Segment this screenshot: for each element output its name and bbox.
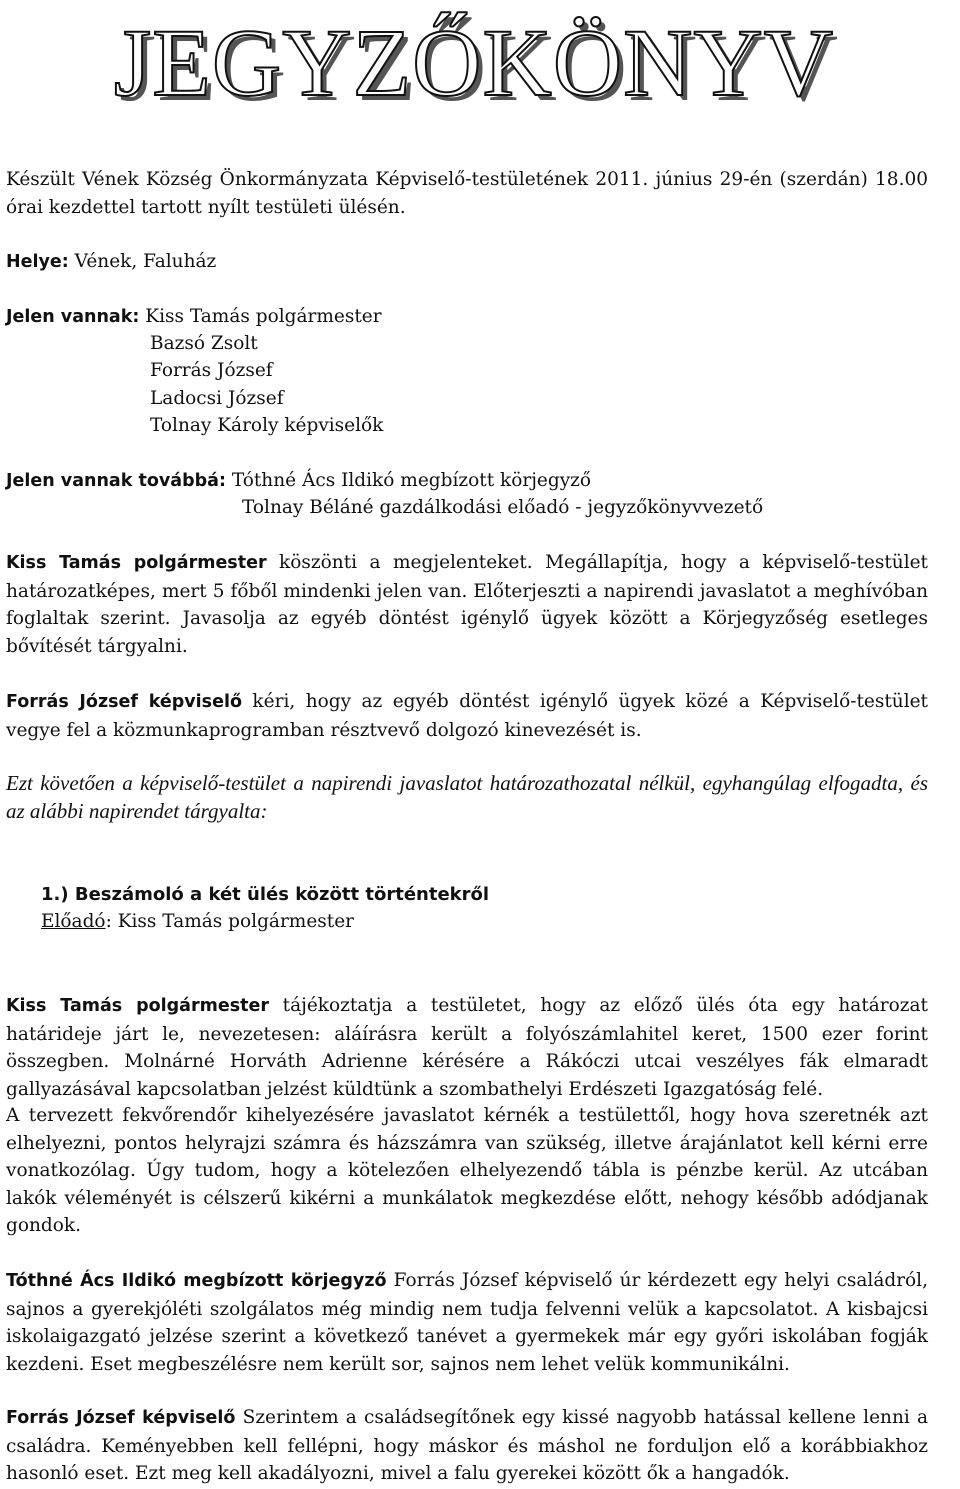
present-line (6, 303, 928, 332)
present-name: Tolnay Károly képviselők (150, 415, 384, 436)
intro-paragraph: Készült Vének Község Önkormányzata Képviselő-testületének 2011. június 29-én (szerdán) 18.00 órai kezdettel tartott nyílt testületi ülésén. (6, 169, 928, 218)
paragraph-6 (6, 1267, 928, 1378)
present-name: Forrás József (150, 360, 273, 381)
speaker: Forrás József képviselő (6, 1408, 236, 1428)
speaker: Forrás József képviselő (6, 692, 242, 712)
speaker: Kiss Tamás polgármester (6, 996, 269, 1016)
paragraph-4 (6, 992, 928, 1103)
agenda-presenter-line (41, 908, 354, 936)
paragraph-text: tájékoztatja a testületet, hogy az előző ülés óta egy határozat határideje járt le, nevezetesen: aláírásra került a folyószámlahitel keret, 1500 ezer forint összegben. Molnárné Horváth Adrienne kérésére a Rákóczi utcai veszélyes fák elmaradt gallyazásával kapcsolatban jelzést küldtünk a szombathelyi Erdészeti Igazgatóság felé. (6, 995, 928, 1100)
present-first: Kiss Tamás polgármester (139, 306, 382, 327)
also-present-first: Tóthné Ács Ildikó megbízott körjegyző (225, 470, 592, 491)
also-present-line (6, 467, 928, 496)
place-line (6, 248, 928, 277)
paragraph-text: Szerintem a családsegítőnek egy kissé nagyobb hatással kellene lenni a családra. Keményebben kell fellépni, hogy máskor és máshol ne forduljon elő a korábbiakhoz hasonló eset. Ezt meg kell akadályozni, mivel a falu gyerekei között ők a hangadók. (6, 1407, 928, 1484)
presenter-value: : Kiss Tamás polgármester (105, 911, 355, 932)
paragraph-1 (6, 549, 928, 660)
paragraph-text: köszönti a megjelenteket. Megállapítja, hogy a képviselő-testület határozatképes, mert 5 főből mindenki jelen van. Előterjeszti a napirendi javaslatot a meghívóban foglaltak szerint. Javasolja az egyéb döntést igénylő ügyek között a Körjegyzőség esetleges bővítését tárgyalni. (6, 552, 928, 657)
place-label: Helye: (6, 252, 69, 272)
speaker: Kiss Tamás polgármester (6, 553, 267, 573)
presenter-label: Előadó (41, 911, 106, 932)
speaker: Tóthné Ács Ildikó megbízott körjegyző (6, 1271, 387, 1291)
present-label: Jelen vannak: (6, 307, 140, 327)
paragraph-3: Ezt követően a képviselő-testület a napirendi javaslatot határozathozatal nélkül, egyhangúlag elfogadta, és az alábbi napirendet tárgyalta: (6, 771, 928, 823)
place-value: Vének, Faluház (68, 251, 217, 272)
paragraph-2 (6, 688, 928, 744)
paragraph-5: A tervezett fekvőrendőr kihelyezésére javaslatot kérnék a testülettől, hogy hova szeretnék azt elhelyezni, pontos helyrajzi számra és házszámra van szükség, illetve árajánlatot kell kérni erre vonatkozólag. Úgy tudom, hogy a kötelezően elhelyezendő tábla is pénzbe kerül. Az utcában lakók véleményét is célszerű kikérni a munkálatok megkezdése előtt, nehogy később adódjanak gondok. (6, 1105, 928, 1236)
present-name: Bazsó Zsolt (150, 333, 258, 354)
document-title: JEGYZŐKÖNYV (113, 9, 835, 116)
paragraph-7 (6, 1404, 928, 1488)
agenda-item-title: 1.) Beszámoló a két ülés között történtekről (41, 884, 490, 905)
paragraph-text: Forrás József képviselő úr kérdezett egy helyi családról, sajnos a gyerekjóléti szolgálatos még mindig nem tudja felvenni velük a kapcsolatot. A kisbajcsi iskolaigazgató jelzése szerint a következő tanévet a gyermekek már egy győri iskolában fogják kezdeni. Eset megbeszélésre nem került sor, sajnos nem lehet velük kommunikálni. (6, 1270, 928, 1375)
present-name: Ladocsi József (150, 388, 284, 409)
also-present-label: Jelen vannak továbbá: (6, 471, 226, 491)
paragraph-text: kéri, hogy az egyéb döntést igénylő ügyek közé a Képviselő-testület vegye fel a közmunkaprogramban résztvevő dolgozó kinevezését is. (6, 691, 928, 741)
also-present-second: Tolnay Béláné gazdálkodási előadó - jegyzőkönyvvezető (242, 497, 764, 518)
